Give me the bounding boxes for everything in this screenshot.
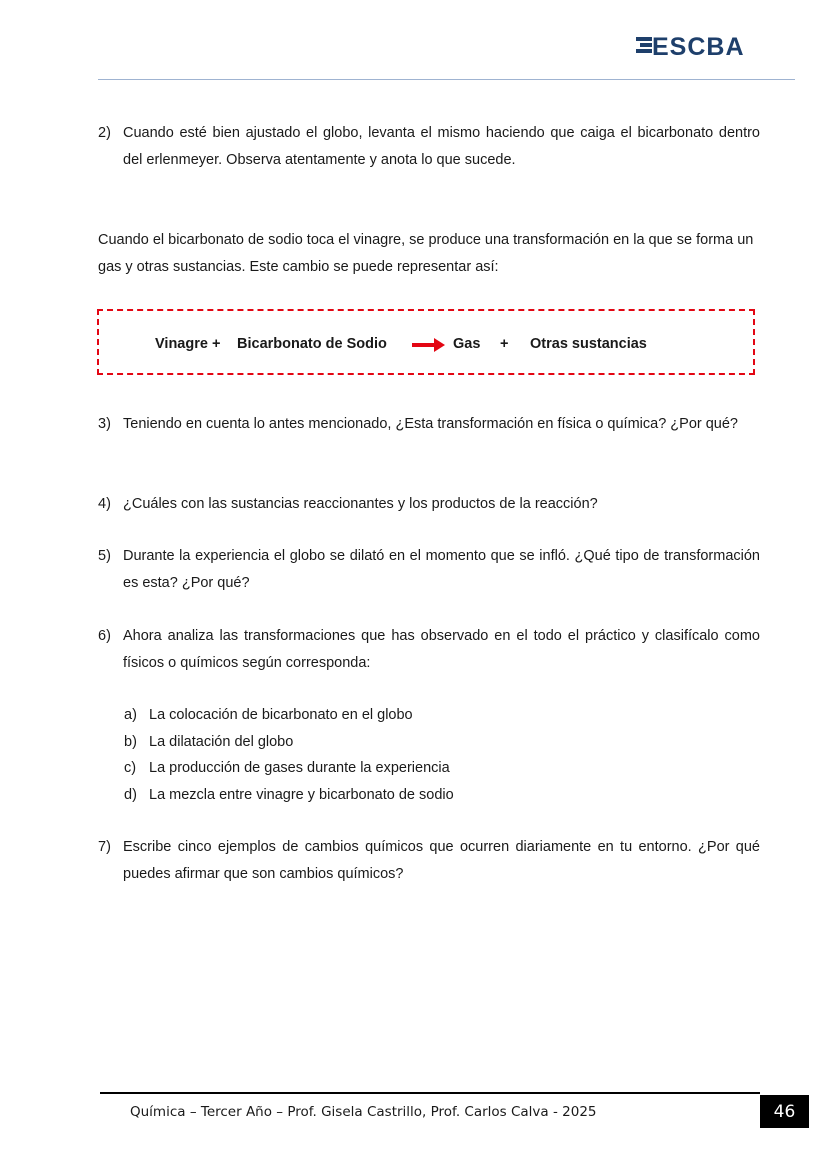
question-text: ¿Cuáles con las sustancias reaccionantes y los productos de la reacción? — [123, 496, 598, 512]
question-text: Cuando esté bien ajustado el globo, levanta el mismo haciendo que caiga el bicarbonato dentro del erlenmeyer. Observa atentamente y anota lo que sucede. — [123, 125, 760, 168]
question-number: 5) — [98, 548, 111, 564]
footer-credits: Química – Tercer Año – Prof. Gisela Castrillo, Prof. Carlos Calva - 2025 — [130, 1104, 597, 1120]
list-item: c) La producción de gases durante la experiencia — [124, 760, 450, 776]
equation-product-gas: Gas — [453, 336, 481, 352]
equation-reactant-bicarbonato: Bicarbonato de Sodio — [237, 336, 387, 352]
list-item: d) La mezcla entre vinagre y bicarbonato de sodio — [124, 786, 454, 803]
equation-plus: + — [500, 336, 509, 352]
svg-text:ESCBA: ESCBA — [652, 33, 745, 60]
question-number: 3) — [98, 416, 111, 432]
list-item: a) La colocación de bicarbonato en el globo — [124, 707, 413, 723]
list-item: b) La dilatación del globo — [124, 733, 294, 750]
question-7 — [98, 834, 760, 888]
equation-product-otras: Otras sustancias — [530, 336, 647, 352]
question-3 — [98, 411, 760, 438]
question-6-list — [124, 702, 724, 808]
question-2 — [98, 120, 760, 174]
question-6 — [98, 623, 760, 677]
equation-reactant-vinagre: Vinagre + — [155, 336, 221, 352]
question-text: Teniendo en cuenta lo antes mencionado, ¿Esta transformación en física o química? ¿Por qué? — [123, 416, 738, 432]
intro-paragraph: Cuando el bicarbonato de sodio toca el vinagre, se produce una transformación en la que se forma un gas y otras sustancias. Este cambio se puede representar así: — [98, 232, 754, 275]
question-text: Durante la experiencia el globo se dilató en el momento que se infló. ¿Qué tipo de transformación es esta? ¿Por qué? — [123, 548, 760, 591]
question-text: Escribe cinco ejemplos de cambios químicos que ocurren diariamente en tu entorno. ¿Por qué puedes afirmar que son cambios químicos? — [123, 839, 760, 882]
question-number: 2) — [98, 125, 111, 141]
question-number: 7) — [98, 839, 111, 855]
escba-logo — [636, 30, 792, 60]
question-text: Ahora analiza las transformaciones que has observado en el todo el práctico y clasifícalo como físicos o químicos según corresponda: — [123, 628, 760, 671]
footer-divider — [100, 1092, 760, 1094]
header-divider — [98, 79, 795, 80]
question-5 — [98, 543, 760, 597]
question-number: 6) — [98, 628, 111, 644]
question-4 — [98, 491, 760, 518]
page-number: 46 — [760, 1095, 809, 1128]
question-number: 4) — [98, 496, 111, 512]
arrow-right-icon — [412, 338, 445, 352]
